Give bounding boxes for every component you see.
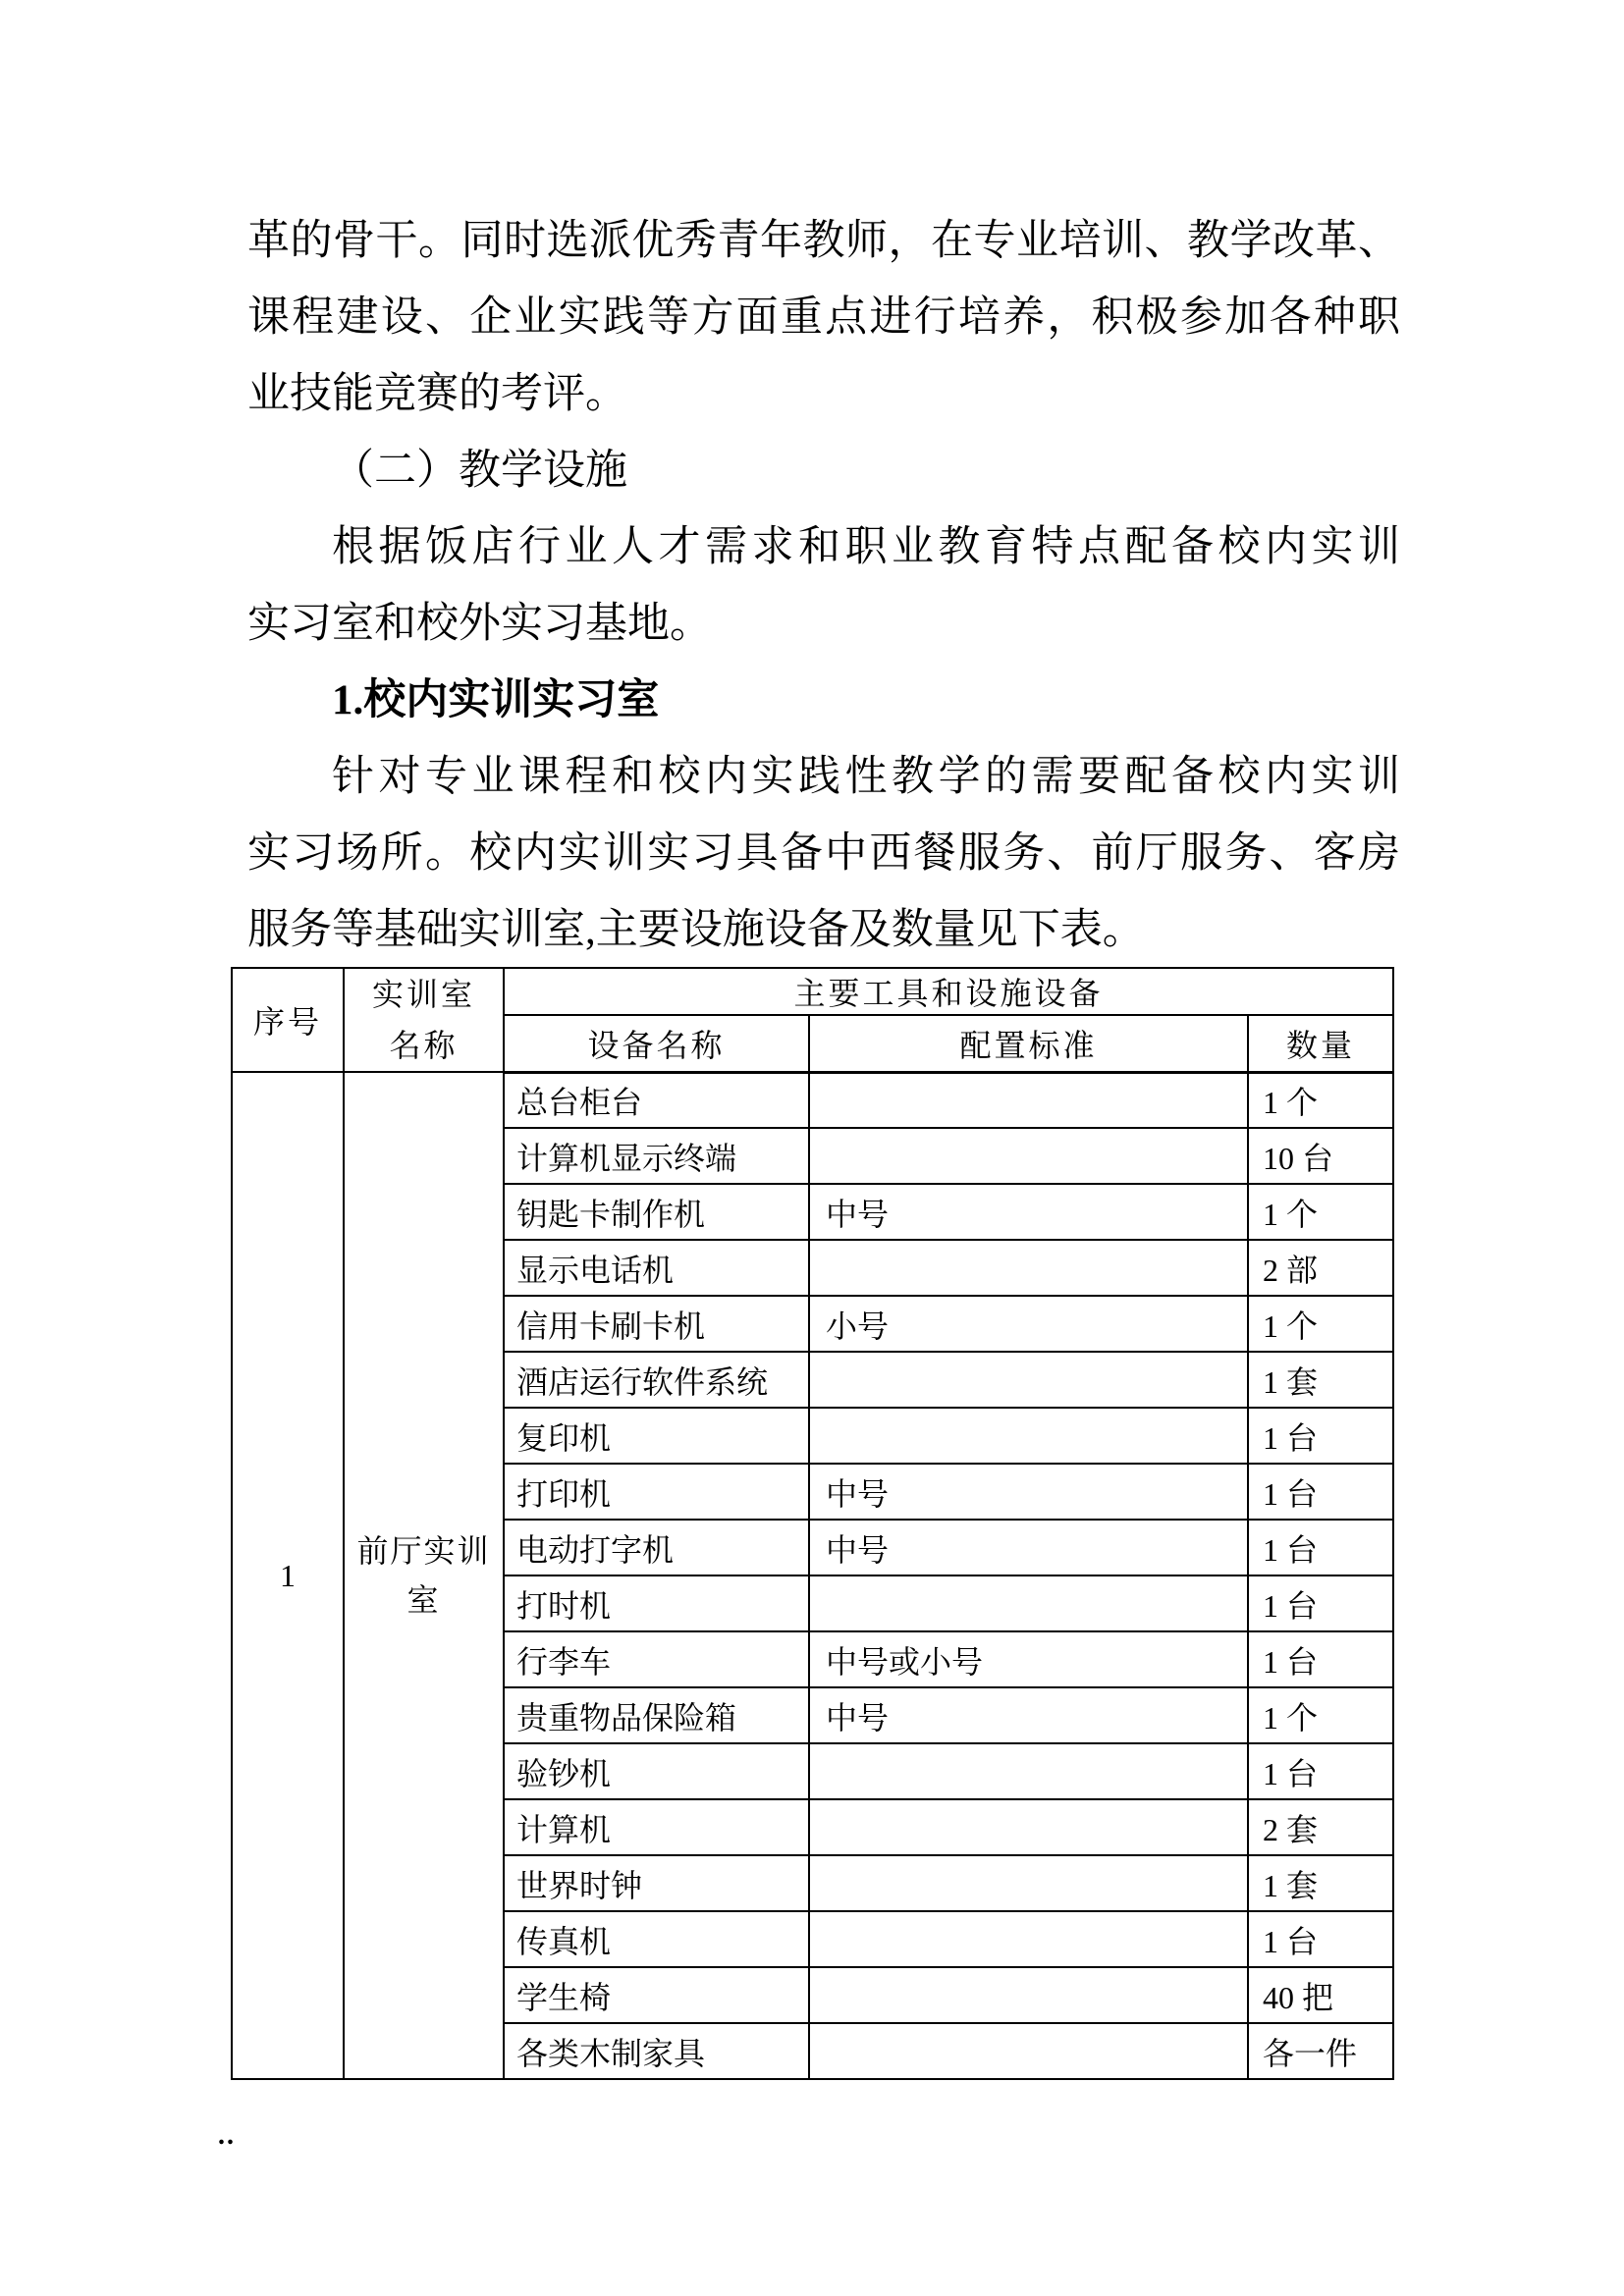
seq-cell: 1 (232, 1072, 344, 2079)
qty-cell: 1 台 (1248, 1408, 1393, 1464)
device-cell: 传真机 (504, 1911, 809, 1967)
room-name-line1: 前厅实训 (356, 1533, 491, 1569)
device-cell: 计算机 (504, 1799, 809, 1855)
spec-cell (809, 1575, 1248, 1631)
spec-cell: 中号 (809, 1520, 1248, 1575)
text-line: 实习场所。校内实训实习具备中西餐服务、前厅服务、客房 (247, 830, 1400, 877)
qty-cell: 1 个 (1248, 1687, 1393, 1743)
qty-cell: 1 套 (1248, 1855, 1393, 1911)
header-tools-group: 主要工具和设施设备 (504, 968, 1393, 1015)
device-cell: 打时机 (504, 1575, 809, 1631)
spec-cell: 中号或小号 (809, 1631, 1248, 1687)
header-qty: 数量 (1248, 1015, 1393, 1072)
text-line: 课程建设、企业实践等方面重点进行培养，积极参加各种职 (247, 294, 1400, 341)
device-cell: 显示电话机 (504, 1240, 809, 1296)
device-cell: 钥匙卡制作机 (504, 1184, 809, 1240)
header-row-top (232, 968, 1393, 1015)
qty-cell: 1 个 (1248, 1184, 1393, 1240)
header-room-name-line2: 名称 (389, 1028, 459, 1063)
spec-cell: 小号 (809, 1296, 1248, 1352)
device-cell: 酒店运行软件系统 (504, 1352, 809, 1408)
qty-cell: 1 台 (1248, 1911, 1393, 1967)
qty-cell: 1 台 (1248, 1575, 1393, 1631)
header-spec: 配置标准 (809, 1015, 1248, 1072)
qty-cell: 1 个 (1248, 1072, 1393, 1128)
qty-cell: 1 台 (1248, 1743, 1393, 1799)
text-line: 实习室和校外实习基地。 (247, 601, 712, 647)
qty-cell: 40 把 (1248, 1967, 1393, 2023)
qty-cell: 1 个 (1248, 1296, 1393, 1352)
spec-cell (809, 1743, 1248, 1799)
spec-cell (809, 1128, 1248, 1184)
room-name-cell (344, 1072, 504, 2079)
text-line: 根据饭店行业人才需求和职业教育特点配备校内实训 (332, 524, 1400, 570)
page-artifact-dots: .. (218, 2120, 236, 2151)
device-cell: 打印机 (504, 1464, 809, 1520)
document-text (247, 203, 1400, 969)
qty-cell: 各一件 (1248, 2023, 1393, 2079)
device-cell: 总台柜台 (504, 1072, 809, 1128)
qty-cell: 1 台 (1248, 1631, 1393, 1687)
device-cell: 学生椅 (504, 1967, 809, 2023)
text-line: 服务等基础实训室,主要设施设备及数量见下表。 (247, 907, 1145, 953)
device-cell: 贵重物品保险箱 (504, 1687, 809, 1743)
qty-cell: 1 台 (1248, 1520, 1393, 1575)
text-line: （二）教学设施 (332, 448, 627, 494)
equipment-table (231, 967, 1394, 2080)
spec-cell (809, 2023, 1248, 2079)
header-seq: 序号 (232, 968, 344, 1072)
spec-cell (809, 1352, 1248, 1408)
device-cell: 世界时钟 (504, 1855, 809, 1911)
spec-cell: 中号 (809, 1687, 1248, 1743)
qty-cell: 1 套 (1248, 1352, 1393, 1408)
device-cell: 各类木制家具 (504, 2023, 809, 2079)
text-line: 1.校内实训实习室 (332, 677, 660, 723)
spec-cell (809, 1072, 1248, 1128)
equipment-table-header (232, 968, 1393, 1072)
header-room-name-line1: 实训室 (371, 977, 475, 1012)
device-cell: 电动打字机 (504, 1520, 809, 1575)
qty-cell: 10 台 (1248, 1128, 1393, 1184)
text-line: 业技能竞赛的考评。 (247, 371, 627, 417)
spec-cell (809, 1240, 1248, 1296)
device-cell: 验钞机 (504, 1743, 809, 1799)
device-cell: 复印机 (504, 1408, 809, 1464)
spec-cell (809, 1967, 1248, 2023)
text-line: 针对专业课程和校内实践性教学的需要配备校内实训 (332, 754, 1400, 800)
spec-cell (809, 1408, 1248, 1464)
header-room-name (344, 968, 504, 1072)
text-line: 革的骨干。同时选派优秀青年教师，在专业培训、教学改革、 (247, 218, 1400, 264)
spec-cell: 中号 (809, 1184, 1248, 1240)
qty-cell: 1 台 (1248, 1464, 1393, 1520)
device-cell: 信用卡刷卡机 (504, 1296, 809, 1352)
spec-cell (809, 1799, 1248, 1855)
device-cell: 行李车 (504, 1631, 809, 1687)
room-name-line2: 室 (406, 1582, 441, 1618)
spec-cell (809, 1911, 1248, 1967)
equipment-table-body (232, 1072, 1393, 2079)
qty-cell: 2 部 (1248, 1240, 1393, 1296)
spec-cell: 中号 (809, 1464, 1248, 1520)
qty-cell: 2 套 (1248, 1799, 1393, 1855)
table-row (232, 1072, 1393, 1128)
header-device: 设备名称 (504, 1015, 809, 1072)
device-cell: 计算机显示终端 (504, 1128, 809, 1184)
spec-cell (809, 1855, 1248, 1911)
